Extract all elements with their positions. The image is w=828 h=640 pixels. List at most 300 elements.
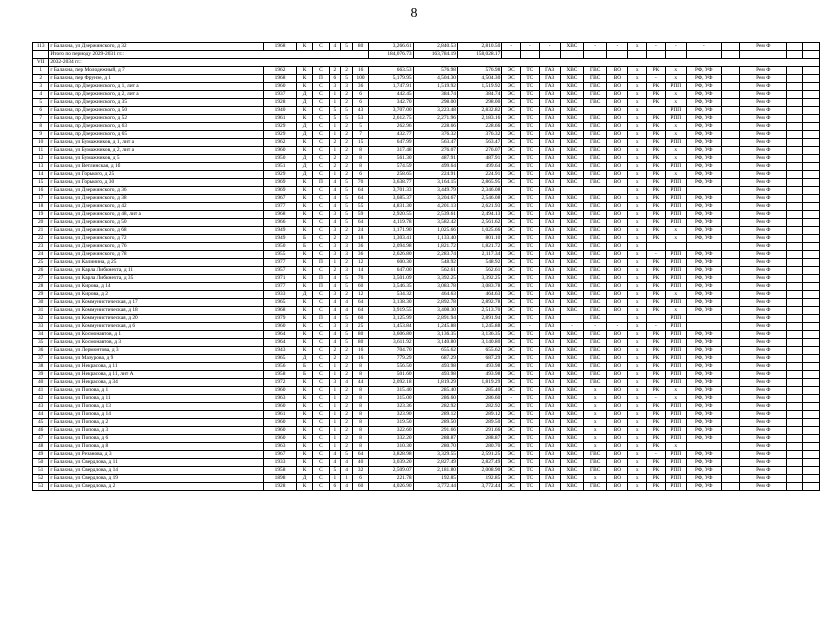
table-cell	[787, 347, 803, 355]
address-cell: г Балахна, ул Дзержинского, д 72	[49, 235, 264, 243]
table-cell: 3	[329, 379, 341, 387]
table-cell: 1	[329, 443, 341, 451]
table-cell: К	[296, 459, 312, 467]
table-cell	[647, 243, 666, 251]
address-cell: г Балахна, ул Свердлова, д 11	[49, 459, 264, 467]
table-cell: 6	[329, 483, 341, 491]
address-cell: г Балахна, ул Дзержинского, д 42	[49, 203, 264, 211]
table-cell: ХВС	[560, 131, 583, 139]
table-cell: С	[313, 467, 329, 475]
address-cell: г Балахна, ул Некрасова, д 11, лит А	[49, 371, 264, 379]
table-cell	[628, 51, 647, 59]
table-cell: 1960	[264, 427, 297, 435]
table-cell: ХВС	[560, 347, 583, 355]
table-cell: К	[296, 419, 312, 427]
table-cell: х	[665, 131, 686, 139]
table-cell: К	[296, 403, 312, 411]
table-cell: 289.12	[413, 411, 457, 419]
table-cell: ГВС	[584, 315, 607, 323]
table-cell: 15	[33, 179, 49, 187]
address-cell: г Балахна, ул Резанова, д 3	[49, 451, 264, 459]
table-cell: 2,271.96	[413, 115, 457, 123]
table-cell	[803, 227, 820, 235]
table-row	[33, 155, 820, 163]
table-cell: ГАЗ	[539, 291, 560, 299]
table-cell: Рем Ф	[740, 43, 787, 51]
table-cell: РК	[647, 123, 666, 131]
table-row	[33, 459, 820, 467]
table-cell: 2,827.49	[457, 459, 501, 467]
table-cell: ВО	[607, 475, 628, 483]
table-cell: ГАЗ	[539, 203, 560, 211]
table-cell: 1962	[264, 139, 297, 147]
table-cell: 1,133.40	[413, 235, 457, 243]
table-cell: Д	[296, 171, 312, 179]
table-cell: 1,245.88	[457, 323, 501, 331]
table-cell: 3,083.78	[413, 283, 457, 291]
table-cell: Рем Ф	[740, 347, 787, 355]
table-cell: РПП	[665, 483, 686, 491]
table-cell: 2,513.70	[457, 307, 501, 315]
table-cell: ВО	[607, 259, 628, 267]
table-cell: К	[296, 395, 312, 403]
table-cell: 704.70	[369, 347, 413, 355]
table-cell: х	[628, 235, 647, 243]
table-cell: 1960	[264, 387, 297, 395]
table-cell: ХВС	[560, 115, 583, 123]
table-cell: РПП	[665, 347, 686, 355]
table-cell	[803, 283, 820, 291]
table-cell: РФ, УФ	[686, 163, 721, 171]
table-cell: х	[584, 387, 607, 395]
table-cell: 289.50	[413, 419, 457, 427]
table-cell: 60	[352, 483, 368, 491]
table-cell: 8	[352, 371, 368, 379]
table-cell: 1	[329, 131, 341, 139]
table-cell: Рем Ф	[740, 91, 787, 99]
table-cell: 1977	[264, 259, 297, 267]
table-cell: 2,892.78	[413, 299, 457, 307]
page-number: 8	[410, 6, 418, 21]
table-cell: ЭС	[502, 467, 521, 475]
table-cell: ГВС	[584, 227, 607, 235]
table-cell	[721, 427, 740, 435]
table-cell	[803, 187, 820, 195]
table-cell: 1960	[264, 83, 297, 91]
table-cell: Рем Ф	[740, 443, 787, 451]
table-cell: х	[628, 75, 647, 83]
table-cell: ТС	[521, 331, 540, 339]
table-cell: 70	[352, 275, 368, 283]
table-cell: 34	[33, 331, 49, 339]
table-cell: К	[296, 219, 312, 227]
total-value: 184,076.73	[369, 51, 413, 59]
table-cell: Б	[296, 235, 312, 243]
table-cell: РК	[647, 475, 666, 483]
table-cell: С	[313, 451, 329, 459]
table-cell	[787, 187, 803, 195]
table-cell: 1933	[264, 291, 297, 299]
table-cell	[721, 451, 740, 459]
table-cell: П	[313, 315, 329, 323]
address-cell: г Балахна, пр Дзержинского, д 63	[49, 123, 264, 131]
table-cell: 1963	[264, 443, 297, 451]
table-cell: -	[647, 75, 666, 83]
table-cell: 442.45	[369, 91, 413, 99]
table-cell: х	[665, 155, 686, 163]
table-cell: 1,747.91	[369, 83, 413, 91]
table-cell: 285.40	[413, 387, 457, 395]
table-cell: ЭС	[502, 411, 521, 419]
table-cell: ЭС	[502, 379, 521, 387]
table-cell: РК	[647, 459, 666, 467]
table-cell: 655.62	[413, 347, 457, 355]
table-cell: С	[313, 267, 329, 275]
table-cell: С	[313, 123, 329, 131]
table-cell: 2,832.82	[457, 107, 501, 115]
table-cell	[803, 363, 820, 371]
table-cell: ХВС	[560, 355, 583, 363]
table-cell: Рем Ф	[740, 155, 787, 163]
table-cell: РК	[647, 419, 666, 427]
table-cell	[721, 163, 740, 171]
table-cell	[721, 227, 740, 235]
table-cell	[803, 411, 820, 419]
table-cell	[787, 147, 803, 155]
table-cell: ГВС	[584, 171, 607, 179]
table-cell: РФ, УФ	[686, 227, 721, 235]
table-cell: -	[647, 323, 666, 331]
table-row	[33, 347, 820, 355]
table-cell: х	[628, 379, 647, 387]
table-cell: х	[628, 307, 647, 315]
table-cell: 1	[329, 475, 341, 483]
table-cell: ХВС	[560, 251, 583, 259]
table-cell: ТС	[521, 315, 540, 323]
table-cell: 1955	[264, 251, 297, 259]
table-cell: 192.85	[457, 475, 501, 483]
table-cell	[803, 211, 820, 219]
table-cell: Рем Ф	[740, 251, 787, 259]
table-cell: РК	[647, 347, 666, 355]
table-cell: 1960	[264, 147, 297, 155]
table-cell: К	[296, 43, 312, 51]
table-cell: 2,092.18	[369, 379, 413, 387]
table-cell: 2,612.75	[369, 115, 413, 123]
table-cell: 3,546.35	[369, 283, 413, 291]
table-cell: К	[296, 435, 312, 443]
table-cell: ХВС	[560, 451, 583, 459]
table-cell: 16	[352, 355, 368, 363]
table-cell: ТС	[521, 443, 540, 451]
table-cell: РК	[647, 411, 666, 419]
table-cell	[721, 459, 740, 467]
table-cell: 15	[352, 139, 368, 147]
table-cell: ЭС	[502, 339, 521, 347]
table-row	[33, 171, 820, 179]
table-cell	[803, 395, 820, 403]
table-cell: ТС	[521, 91, 540, 99]
table-cell	[787, 195, 803, 203]
table-cell: ТС	[521, 203, 540, 211]
table-cell	[787, 131, 803, 139]
table-cell: 2,494.13	[457, 211, 501, 219]
table-cell: 12	[352, 259, 368, 267]
table-cell: 5	[341, 339, 353, 347]
table-cell: РК	[647, 187, 666, 195]
table-cell: ГАЗ	[539, 339, 560, 347]
address-cell: г Балахна, ул Свердлова, д 2	[49, 483, 264, 491]
table-cell: -	[584, 323, 607, 331]
table-cell: х	[665, 123, 686, 131]
table-cell: РФ, УФ	[686, 395, 721, 403]
table-cell: РФ, УФ	[686, 91, 721, 99]
table-cell: 563.47	[457, 139, 501, 147]
table-cell: ГАЗ	[539, 467, 560, 475]
table-cell: ВО	[607, 131, 628, 139]
table-cell	[787, 379, 803, 387]
table-cell: РПП	[665, 403, 686, 411]
table-cell: 5	[329, 467, 341, 475]
address-cell: г Балахна, ул Попова, д 8	[49, 443, 264, 451]
table-cell: 1	[329, 419, 341, 427]
table-cell: РПП	[665, 219, 686, 227]
table-cell: ВО	[607, 139, 628, 147]
table-cell: -	[686, 43, 721, 51]
section-number: VII	[33, 59, 49, 67]
table-cell: 315.40	[369, 387, 413, 395]
table-cell	[803, 219, 820, 227]
table-cell: х	[584, 443, 607, 451]
table-cell: ГАЗ	[539, 219, 560, 227]
table-cell: РК	[647, 283, 666, 291]
table-cell: ВО	[607, 227, 628, 235]
table-cell: 262.96	[369, 123, 413, 131]
table-cell: РК	[647, 211, 666, 219]
table-cell: 3	[341, 267, 353, 275]
table-cell: Д	[296, 91, 312, 99]
table-cell: Д	[296, 155, 312, 163]
table-cell: 3	[341, 83, 353, 91]
table-cell	[803, 115, 820, 123]
table-cell: РФ, УФ	[686, 219, 721, 227]
table-cell: 22	[33, 235, 49, 243]
table-cell: 52	[33, 475, 49, 483]
table-cell: ТС	[521, 251, 540, 259]
table-cell: 44	[352, 379, 368, 387]
table-cell: 1965	[264, 355, 297, 363]
table-cell	[787, 459, 803, 467]
table-cell	[647, 315, 666, 323]
table-row	[33, 403, 820, 411]
table-cell: ВО	[607, 307, 628, 315]
table-cell: 1951	[264, 163, 297, 171]
table-cell: ГВС	[584, 459, 607, 467]
table-cell: РФ, УФ	[686, 307, 721, 315]
table-cell	[584, 107, 607, 115]
table-cell: Д	[296, 163, 312, 171]
table-cell: ГВС	[584, 115, 607, 123]
table-row	[33, 411, 820, 419]
table-cell: ЭС	[502, 243, 521, 251]
table-cell: ВО	[607, 387, 628, 395]
table-cell: 49	[33, 451, 49, 459]
table-cell	[803, 403, 820, 411]
address-cell: г Балахна, пр Дзержинского, д 50	[49, 107, 264, 115]
table-cell: 8	[352, 443, 368, 451]
table-cell: РФ, УФ	[686, 147, 721, 155]
table-cell: 224.91	[413, 171, 457, 179]
table-cell	[721, 91, 740, 99]
table-cell: -	[647, 451, 666, 459]
table-cell: 6	[352, 171, 368, 179]
table-cell: 221.78	[369, 475, 413, 483]
table-cell: Рем Ф	[740, 483, 787, 491]
table-cell: К	[296, 195, 312, 203]
table-cell	[803, 435, 820, 443]
table-cell: 1	[329, 403, 341, 411]
table-cell: Рем Ф	[740, 331, 787, 339]
table-cell	[803, 483, 820, 491]
table-cell: Д	[296, 355, 312, 363]
table-cell: 3,164.15	[413, 179, 457, 187]
table-cell: Рем Ф	[740, 267, 787, 275]
address-cell: г Балахна, ул Попова, д 2	[49, 419, 264, 427]
table-cell: 2	[341, 347, 353, 355]
table-cell: ГАЗ	[539, 451, 560, 459]
table-cell: ЭС	[502, 139, 521, 147]
table-cell: 384.74	[457, 91, 501, 99]
table-cell: ВО	[607, 155, 628, 163]
table-cell: ЭС	[502, 419, 521, 427]
table-cell: РФ, УФ	[686, 75, 721, 83]
table-cell	[686, 187, 721, 195]
table-cell: ХВС	[560, 275, 583, 283]
table-cell: ГАЗ	[539, 83, 560, 91]
table-cell: ЭС	[502, 171, 521, 179]
table-cell: ГАЗ	[539, 323, 560, 331]
table-cell	[803, 467, 820, 475]
table-cell: К	[296, 227, 312, 235]
table-cell	[647, 107, 666, 115]
table-cell: ВО	[607, 115, 628, 123]
table-cell: х	[628, 243, 647, 251]
table-cell: 40	[352, 459, 368, 467]
table-cell	[803, 331, 820, 339]
table-cell: 12	[352, 291, 368, 299]
table-cell: 8	[352, 427, 368, 435]
table-cell: ГВС	[584, 83, 607, 91]
table-cell: С	[313, 483, 329, 491]
table-cell: х	[584, 419, 607, 427]
table-cell: РПП	[665, 267, 686, 275]
table-cell: К	[296, 203, 312, 211]
table-cell: 23	[33, 243, 49, 251]
table-cell: 1957	[264, 267, 297, 275]
table-row	[33, 139, 820, 147]
table-cell: 2,183.16	[457, 115, 501, 123]
table-cell: Рем Ф	[740, 403, 787, 411]
table-cell: ГАЗ	[539, 331, 560, 339]
table-cell: 1968	[264, 211, 297, 219]
table-cell: ВО	[607, 371, 628, 379]
table-cell: 317.48	[369, 147, 413, 155]
table-cell: -	[647, 43, 666, 51]
table-cell	[787, 163, 803, 171]
table-cell: РК	[647, 235, 666, 243]
table-cell	[584, 51, 607, 59]
table-cell: х	[628, 387, 647, 395]
table-cell: -	[607, 323, 628, 331]
table-cell: ХВС	[560, 283, 583, 291]
table-cell: ВО	[607, 435, 628, 443]
table-cell: 1,821.72	[413, 243, 457, 251]
table-cell	[721, 83, 740, 91]
table-cell: РК	[647, 435, 666, 443]
table-row	[33, 483, 820, 491]
table-cell: х	[665, 171, 686, 179]
table-cell: ЭС	[502, 107, 521, 115]
table-cell	[721, 371, 740, 379]
table-cell: 113	[33, 43, 49, 51]
table-row	[33, 443, 820, 451]
table-cell: РК	[647, 163, 666, 171]
table-cell: 1	[329, 91, 341, 99]
table-cell: 298.00	[457, 99, 501, 107]
table-cell: К	[296, 251, 312, 259]
table-cell: 4	[329, 331, 341, 339]
table-cell: 27	[33, 275, 49, 283]
table-cell: х	[628, 315, 647, 323]
table-cell: Рем Ф	[740, 83, 787, 91]
table-cell: РК	[647, 139, 666, 147]
table-cell: ХВС	[560, 483, 583, 491]
table-cell	[787, 411, 803, 419]
table-cell	[803, 67, 820, 75]
table-cell: ГВС	[584, 251, 607, 259]
table-cell	[787, 427, 803, 435]
table-cell: К	[296, 211, 312, 219]
table-cell: 2	[329, 267, 341, 275]
table-cell: 1,025.66	[457, 227, 501, 235]
table-cell: С	[313, 291, 329, 299]
table-cell: ГВС	[584, 243, 607, 251]
table-cell: К	[296, 427, 312, 435]
table-cell: 3,582.42	[413, 219, 457, 227]
table-cell: 1	[329, 99, 341, 107]
table-cell	[721, 411, 740, 419]
table-cell: РПП	[665, 459, 686, 467]
table-cell: 100	[352, 75, 368, 83]
table-cell	[521, 51, 540, 59]
table-cell	[721, 299, 740, 307]
table-cell: ГАЗ	[539, 259, 560, 267]
table-cell: ГАЗ	[539, 171, 560, 179]
table-cell: 3	[329, 291, 341, 299]
table-cell	[787, 91, 803, 99]
table-cell: х	[628, 259, 647, 267]
table-cell	[686, 315, 721, 323]
table-cell: РФ, УФ	[686, 379, 721, 387]
table-cell: 43	[33, 403, 49, 411]
table-cell: ВО	[607, 203, 628, 211]
table-cell: ТС	[521, 307, 540, 315]
table-cell: х	[628, 347, 647, 355]
table-cell: К	[296, 483, 312, 491]
address-cell: г Балахна, пр Дзержинского, д 65	[49, 131, 264, 139]
table-cell	[787, 363, 803, 371]
table-cell: Рем Ф	[740, 131, 787, 139]
